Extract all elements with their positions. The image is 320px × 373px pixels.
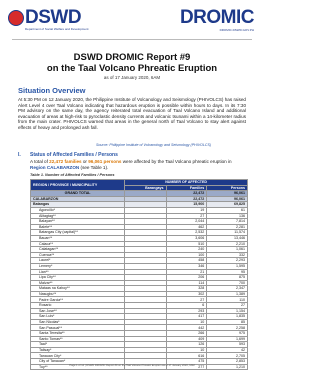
dromic-logo: DROMIC [179,7,254,28]
table-cell: Agoncillo* [31,207,125,213]
table-cell: 293 [166,308,207,314]
families-count: 22,472 families [49,159,82,164]
table-cell: 1,835 [207,314,248,320]
table-cell: 126 [166,342,207,348]
table-cell: Calaca** [31,241,125,247]
table-cell: 2,347 [207,286,248,292]
table-cell: 442 [166,325,207,331]
table-cell: 96,061 [207,196,248,202]
table-cell: Mataas na Kahoy** [31,286,125,292]
table-cell: 302 [166,291,207,297]
table-cell: 42 [207,347,248,353]
table-cell: 475 [166,359,207,365]
table-cell: 114 [166,280,207,286]
table-cell: 510 [166,241,207,247]
table-cell: 61 [207,207,248,213]
table-cell: CALABARZON [31,196,125,202]
affected-paragraph [30,159,248,170]
dromic-url: DROMIC.DSWD.GOV.PH [219,28,254,32]
table-cell: 700 [207,280,248,286]
table-cell: 10 [166,347,207,353]
table-cell: 6 [166,303,207,309]
table-cell: 22,472 [166,196,207,202]
dswd-subtitle: Department of Social Welfare and Development [25,27,89,31]
table-cell: Nasugbu** [31,291,125,297]
table-cell: Bauan** [31,235,125,241]
dswd-logo: DSWD [25,7,82,28]
section-number: I. [18,152,21,158]
table-cell: 2,281 [207,224,248,230]
table-cell: 7,814 [207,219,248,225]
table-cell: 1,154 [207,308,248,314]
table-cell: 616 [166,353,207,359]
persons-count: 96,061 persons [88,159,122,164]
table-cell: Rosario [31,303,125,309]
column-header-barangays: Barangays [125,185,166,191]
table-cell: Padre Garcia** [31,297,125,303]
table-cell: Tanauan City* [31,353,125,359]
text-fragment: were affected by the Taal Volcano phreatic eruption in [121,159,232,164]
table-cell: Calatagan** [31,247,125,253]
table-cell: 21 [166,269,207,275]
report-subtitle: on the Taal Volcano Phreatic Eruption [46,63,218,74]
table-cell: San Jose** [31,308,125,314]
table-cell: 593 [207,342,248,348]
table-cell: 2,210 [207,241,248,247]
table-cell: GRAND TOTAL [31,191,125,197]
table-cell: 2,705 [207,353,248,359]
table-cell: 110 [207,297,248,303]
table-cell: Santo Tomas** [31,336,125,342]
table-cell: Santa Teresita** [31,331,125,337]
table-cell: 875 [207,275,248,281]
table-cell: Malvar** [31,280,125,286]
table-cell: Laurel* [31,258,125,264]
table-cell: 240 [166,247,207,253]
section-heading-situation: Situation Overview [18,86,86,95]
table-cell: 2,532 [166,230,207,236]
table-cell: 462 [166,224,207,230]
table-cell: Lemery* [31,263,125,269]
table-cell: 95 [207,269,248,275]
table-cell: Talisay* [31,347,125,353]
table-cell: Batangas City (capital)** [31,230,125,236]
table-cell: 27 [207,303,248,309]
table-cell: 19 [166,207,207,213]
table-cell: 13,446 [207,235,248,241]
table-cell: 1,389 [207,291,248,297]
table-cell: 346 [166,263,207,269]
report-title: DSWD DROMIC Report #9 [73,52,191,63]
table-cell: 136 [207,213,248,219]
table-cell: Balayan** [31,219,125,225]
report-date: as of 17 January 2020, 6AM [103,75,161,80]
table-cell: 22,472 [166,191,207,197]
text-fragment: (see Table 1). [79,164,109,170]
page-header [0,0,264,40]
dswd-seal-icon [8,10,24,26]
situation-paragraph: At 5:30 PM on 12 January 2020, the Philippine Institute of Volcanology and Seismology (PHIVOLCS) has raised Alert Level 4 over Taal Volcano indicating that hazardous eruption is possible within hours to days. In its 7:30 PM advisory on the same day, the agency reiterated total evacuation of Taal Volcano Island and additional evacuation of areas at high-risk to pyroclastic density currents and volcanic tsunami within a 14-kilometer radius from the main crater. PHIVOLCS warned that areas in the general north of Taal Volcano to stay alert against effects of heavy and prolonged ash fall. [18,97,246,130]
section-title: Status of Affected Families / Persons [30,152,118,158]
table-cell: San Nicolas* [31,319,125,325]
table-cell: 2,853 [207,359,248,365]
table-cell: Tuy** [31,364,125,370]
table-cell: 277 [166,364,207,370]
column-header-region: REGION / PROVINCE / MUNICIPALITY [31,180,125,191]
table-cell: 409 [166,336,207,342]
section-heading-affected [18,152,118,158]
table-cell: 15,900 [166,202,207,208]
column-header-families: Families [166,185,207,191]
column-header-affected: NUMBER OF AFFECTED [125,180,248,186]
table-cell: 2,293 [207,258,248,264]
affected-table [30,179,248,370]
table-cell: 332 [207,252,248,258]
table-cell: 458 [166,258,207,264]
table-cell: Lian** [31,269,125,275]
table-cell: 10 [166,319,207,325]
table-cell: 27 [166,297,207,303]
text-fragment: A total of [30,159,50,164]
table-cell: City of Tanauan* [31,359,125,365]
table-cell: 2,258 [207,325,248,331]
table-caption: Table 1. Number of Affected Families / Persons [30,173,115,177]
table-cell: 1,699 [207,336,248,342]
table-cell: San Luis* [31,314,125,320]
table-cell: 975 [207,331,248,337]
table-cell: 11,574 [207,230,248,236]
table-cell: 100 [166,252,207,258]
region-name: Region CALABARZON [30,164,80,170]
table-cell: 96,061 [207,191,248,197]
table-cell: 417 [166,314,207,320]
table-cell: 1,210 [207,364,248,370]
table-cell: 3,606 [166,235,207,241]
table-cell: San Pascual** [31,325,125,331]
header-divider [12,39,252,40]
table-cell: 206 [166,275,207,281]
table-cell: Batangas [31,202,125,208]
table-cell: 1,595 [207,263,248,269]
table-cell: Lipa City** [31,275,125,281]
table-cell: 69,825 [207,202,248,208]
column-header-persons: Persons [207,185,248,191]
table-cell: 266 [166,331,207,337]
table-cell: Cuenca** [31,252,125,258]
table-cell: 1,061 [207,247,248,253]
table-cell: Balete** [31,224,125,230]
page-footer: Page 1 of 14 | DSWD DROMIC Report #9 on the Taal Volcano Phreatic Eruption as of 17 January 2020, 6AM [69,364,195,367]
table-cell: Alitagtag** [31,213,125,219]
table-cell: 85 [207,319,248,325]
table-cell: 328 [166,286,207,292]
table-cell: 2,044 [166,219,207,225]
source-note: Source: Philippine Institute of Volcanology and Seismology (PHIVOLCS) [96,143,212,147]
text-fragment: or [81,159,89,164]
table-cell: Taal* [31,342,125,348]
table-cell: 27 [166,213,207,219]
